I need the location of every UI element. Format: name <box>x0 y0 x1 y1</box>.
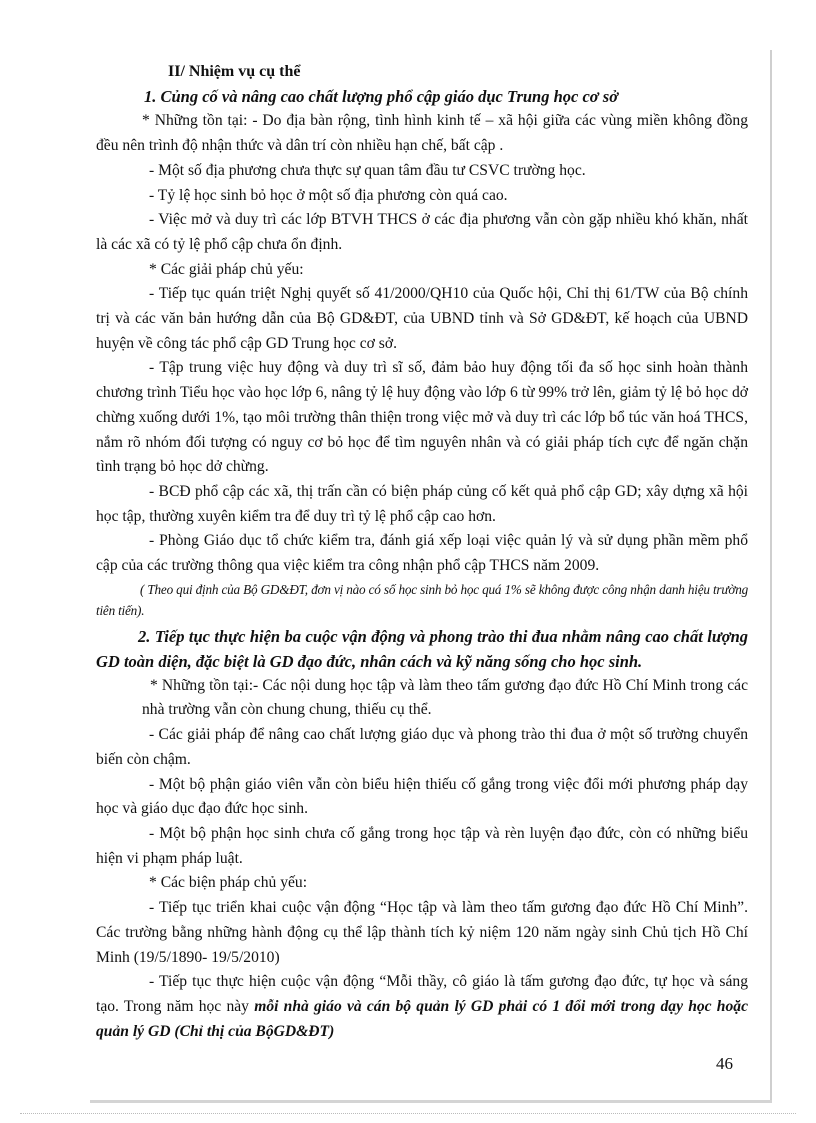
page-edge-dotted-line <box>20 1113 796 1114</box>
paragraph: - Việc mở và duy trì các lớp BTVH THCS ở các địa phương vẫn còn gặp nhiều khó khăn, nhất là các xã có tỷ lệ phổ cập chưa ổn định. <box>96 211 748 253</box>
paragraph-last <box>96 970 748 1044</box>
paragraph: - Một bộ phận học sinh chưa cố gắng trong học tập và rèn luyện đạo đức, còn có những biểu hiện vi phạm pháp luật. <box>96 824 748 867</box>
heading-2: 2. Tiếp tục thực hiện ba cuộc vận động và phong trào thi đua nhằm nâng cao chất lượng GD toàn diện, đặc biệt là GD đạo đức, nhân cách và kỹ năng sống cho học sinh. <box>96 626 748 671</box>
paragraph: - Một bộ phận giáo viên vẫn còn biểu hiện thiếu cố gắng trong việc đổi mới phương pháp dạy học và giáo dục đạo đức học sinh. <box>96 775 748 818</box>
paragraph-emphasis: mỗi nhà giáo và cán bộ quản lý GD phải có 1 đổi mới trong dạy học hoặc quản lý GD (Chỉ thị của BộGD&ĐT) <box>96 997 748 1040</box>
note-italic: ( Theo qui định của Bộ GD&ĐT, đơn vị nào có số học sinh bỏ học quá 1% sẽ không được công nhận danh hiệu trường tiên tiến). <box>96 581 748 618</box>
section-title: II/ Nhiệm vụ cụ thể <box>168 63 301 80</box>
paragraph: - Tiếp tục triển khai cuộc vận động “Học tập và làm theo tấm gương đạo đức Hồ Chí Minh”. Các trường bằng những hành động cụ thể lập thành tích kỷ niệm 120 năm ngày sinh Chủ tịch Hồ Chí Minh (19/5/1890- 19/5/2010) <box>96 899 748 966</box>
paragraph: - Phòng Giáo dục tổ chức kiểm tra, đánh giá xếp loại việc quản lý và sử dụng phần mềm phổ cập của các trường thông qua việc kiểm tra công nhận phổ cập THCS năm 2009. <box>96 532 748 575</box>
paragraph-solutions-label: * Các giải pháp chủ yếu: <box>149 260 304 278</box>
paragraph-text: - Tiếp tục thực hiện cuộc vận động “Mỗi thầy, cô giáo là tấm gương đạo đức, tự học và sáng tạo. Trong năm học này <box>96 973 748 1015</box>
paragraph-measures-label: * Các biện pháp chủ yếu: <box>149 874 308 892</box>
paragraph: - BCĐ phổ cập các xã, thị trấn cần có biện pháp củng cố kết quả phổ cập GD; xây dựng xã hội học tập, thường xuyên kiểm tra để duy trì tỷ lệ phổ cập cao hơn. <box>96 482 748 525</box>
paragraph: - Các giải pháp để nâng cao chất lượng giáo dục và phong trào thi đua ở một số trường chuyển biến còn chậm. <box>96 726 748 768</box>
paragraph: - Tiếp tục quán triệt Nghị quyết số 41/2000/QH10 của Quốc hội, Chỉ thị 61/TW của Bộ chính trị và các văn bản hướng dẫn của Bộ GD&ĐT, của UBND tỉnh và Sở GD&ĐT, kế hoạch của UBND huyện về công tác phổ cập GD Trung học cơ sở. <box>96 285 748 352</box>
page-border-right <box>770 50 772 1100</box>
document-body <box>96 60 748 1044</box>
page-number: 46 <box>716 1054 733 1073</box>
paragraph-existing-issues-2: * Những tồn tại:- Các nội dung học tập và làm theo tấm gương đạo đức Hồ Chí Minh trong các nhà trường vẫn còn chung chung, thiếu cụ thể. <box>142 676 748 719</box>
paragraph: - Một số địa phương chưa thực sự quan tâm đầu tư CSVC trường học. <box>149 161 586 179</box>
paragraph-existing-issues: * Những tồn tại: - Do địa bàn rộng, tình hình kinh tế – xã hội giữa các vùng miền không đồng đều nên trình độ nhận thức và dân trí còn nhiều hạn chế, bất cập . <box>96 112 748 155</box>
paragraph: - Tỷ lệ học sinh bỏ học ở một số địa phương còn quá cao. <box>149 186 508 204</box>
paragraph: - Tập trung việc huy động và duy trì sĩ số, đảm bảo huy động tối đa số học sinh hoàn thành chương trình Tiểu học vào học lớp 6, nâng tỷ lệ huy động vào lớp 6 từ 99% trở lên, giảm tỷ lệ bỏ học dở chừng xuống dưới 1%, tạo môi trường thân thiện trong việc mở và duy trì các lớp bổ túc văn hoá THCS, nắm rõ nhóm đối tượng có nguy cơ bỏ học để tìm nguyên nhân và có giải pháp tích cực để ngăn chặn tình trạng bỏ học dở chừng. <box>96 359 748 476</box>
heading-1: 1. Củng cố và nâng cao chất lượng phổ cập giáo dục Trung học cơ sở <box>144 86 619 106</box>
page-border-bottom <box>90 1100 772 1103</box>
